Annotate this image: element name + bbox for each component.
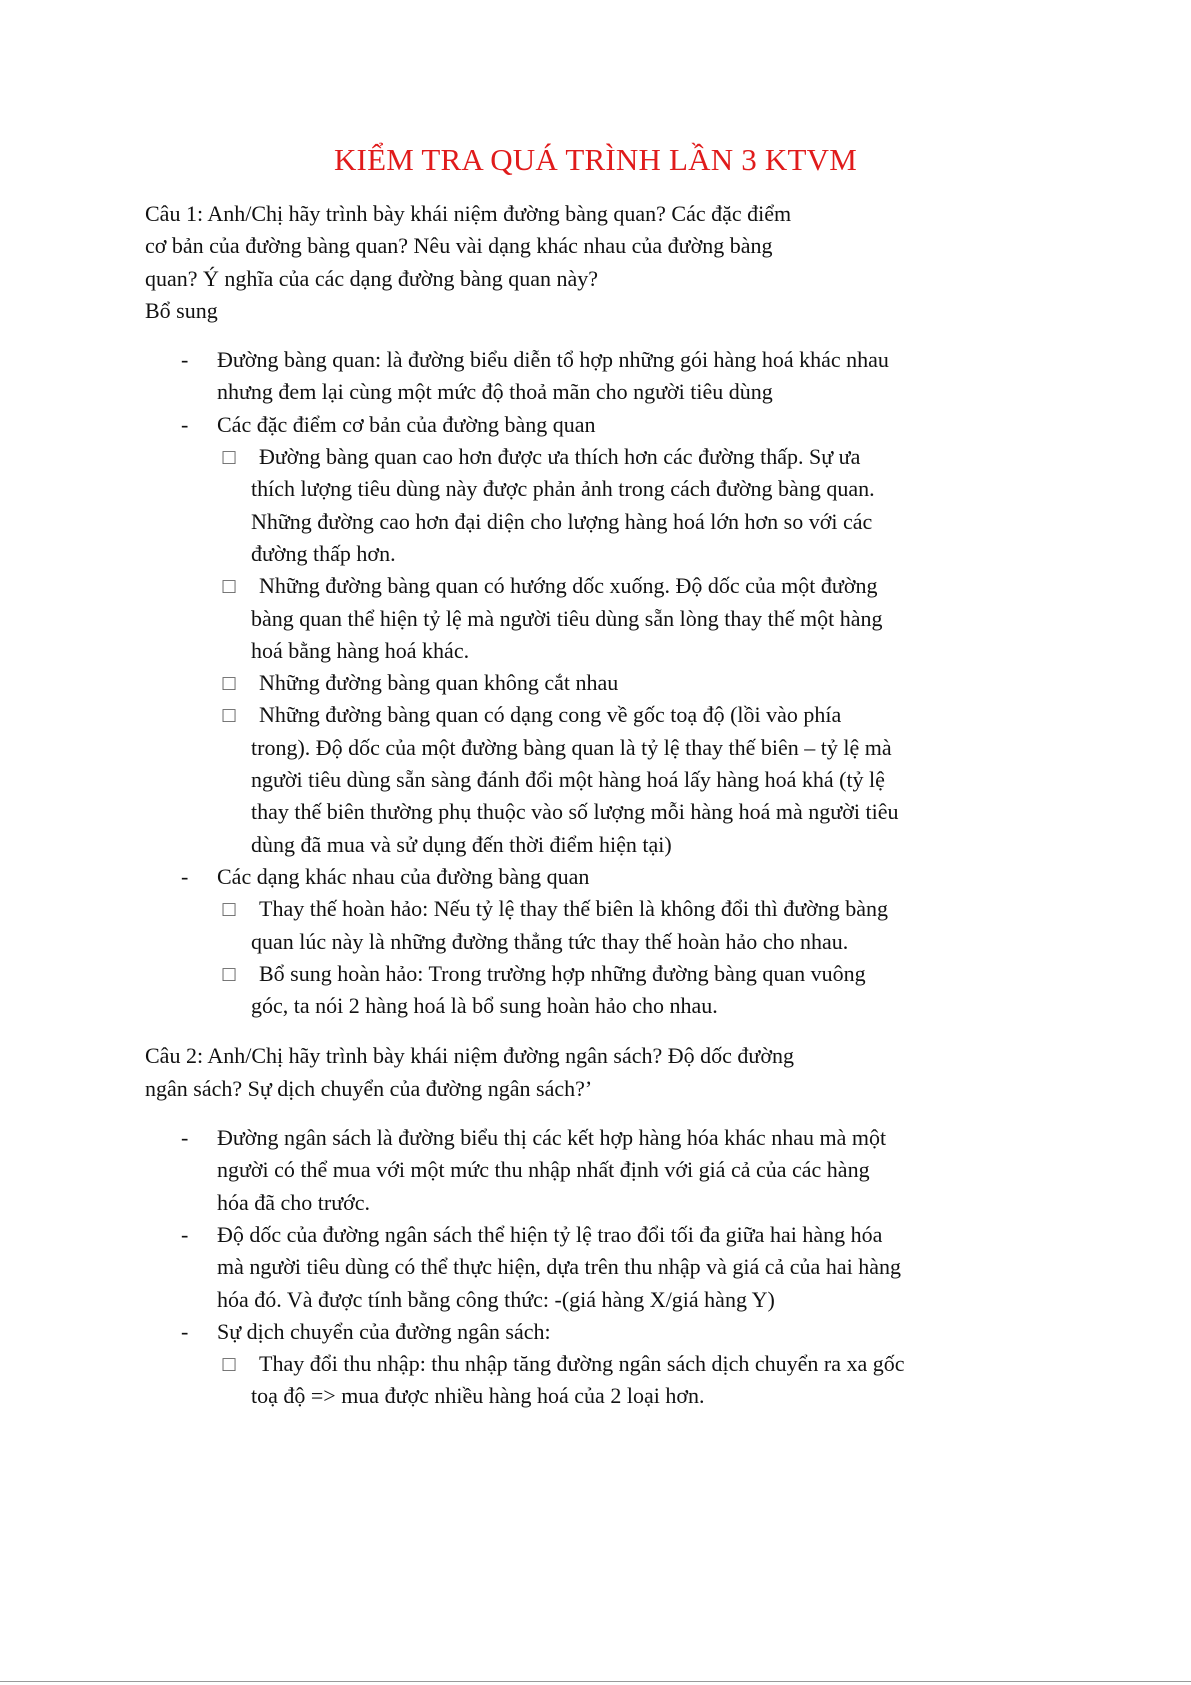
page-bottom-divider bbox=[0, 1681, 1191, 1682]
type-text: Thay thế hoàn hảo: Nếu tỷ lệ thay thế biên là không đổi thì đường bàng quan lúc này là những đường thẳng tức thay thế hoàn hảo cho nhau. bbox=[251, 896, 889, 954]
answer-1-item-text: Các đặc điểm cơ bản của đường bàng quan bbox=[217, 411, 596, 437]
characteristic-item bbox=[217, 570, 905, 667]
answer-1-item-text: Đường bàng quan: là đường biểu diễn tổ hợp những gói hàng hoá khác nhau nhưng đem lại cùng một mức độ thoả mãn cho người tiêu dùng bbox=[217, 347, 889, 405]
answer-2-item-slope bbox=[145, 1219, 905, 1316]
answer-1-item-characteristics bbox=[145, 409, 905, 861]
answer-1-list bbox=[145, 344, 905, 1022]
type-text: Bổ sung hoàn hảo: Trong trường hợp những đường bàng quan vuông góc, ta nói 2 hàng hoá là bổ sung hoàn hảo cho nhau. bbox=[251, 960, 866, 1019]
question-1: Câu 1: Anh/Chị hãy trình bày khái niệm đường bàng quan? Các đặc điểm cơ bản của đường bàng quan? Nêu vài dạng khác nhau của đường bàng quan? Ý nghĩa của các dạng đường bàng quan này? bbox=[145, 201, 792, 291]
checkbox-bullet-icon: □ bbox=[221, 1354, 238, 1375]
characteristic-text: Những đường bàng quan không cắt nhau bbox=[259, 670, 619, 696]
shift-item bbox=[217, 1348, 905, 1413]
checkbox-bullet-icon: □ bbox=[221, 447, 238, 468]
dash-bullet: - bbox=[181, 1125, 189, 1151]
answer-1-item-types bbox=[145, 861, 905, 1022]
checkbox-bullet-icon: □ bbox=[221, 705, 238, 726]
checkbox-bullet-icon: □ bbox=[221, 963, 238, 984]
answer-1-item-definition bbox=[145, 344, 905, 409]
document-title: KIỂM TRA QUÁ TRÌNH LẦN 3 KTVM bbox=[333, 142, 858, 177]
answer-2-item-definition bbox=[145, 1122, 905, 1219]
question-2: Câu 2: Anh/Chị hãy trình bày khái niệm đường ngân sách? Độ dốc đường ngân sách? Sự dịch chuyển của đường ngân sách?’ bbox=[145, 1043, 794, 1101]
answer-2-item-shift bbox=[145, 1316, 905, 1413]
characteristic-item bbox=[217, 699, 905, 860]
characteristic-text: Những đường bàng quan có dạng cong về gốc toạ độ (lồi vào phía trong). Độ dốc của một đường bàng quan là tỷ lệ thay thế biên – tỷ lệ mà người tiêu dùng sẵn sàng đánh đổi một hàng hoá lấy hàng hoá khá (tỷ lệ thay thế biên thường phụ thuộc vào số lượng mỗi hàng hoá mà người tiêu dùng đã mua và sử dụng đến thời điểm hiện tại) bbox=[251, 702, 899, 857]
answer-2-item-text: Độ dốc của đường ngân sách thể hiện tỷ lệ trao đổi tối đa giữa hai hàng hóa mà người tiêu dùng có thể thực hiện, dựa trên thu nhập và giá cả của hai hàng hóa đó. Và được tính bằng công thức: -(giá hàng X/giá hàng Y) bbox=[217, 1221, 901, 1312]
checkbox-bullet-icon: □ bbox=[221, 576, 238, 597]
dash-bullet: - bbox=[181, 1318, 189, 1344]
dash-bullet: - bbox=[181, 863, 189, 889]
document-body bbox=[145, 198, 905, 1413]
characteristic-item bbox=[217, 441, 905, 570]
checkbox-bullet-icon: □ bbox=[221, 899, 238, 920]
question-1-note: Bổ sung bbox=[145, 297, 218, 323]
answer-1-item-text: Các dạng khác nhau của đường bàng quan bbox=[217, 863, 590, 889]
characteristic-text: Đường bàng quan cao hơn được ưa thích hơn các đường thấp. Sự ưa thích lượng tiêu dùng này được phản ảnh trong cách đường bàng quan. Những đường cao hơn đại diện cho lượng hàng hoá lớn hơn so với các đường thấp hơn. bbox=[251, 444, 875, 566]
answer-2-list bbox=[145, 1122, 905, 1413]
shift-text: Thay đổi thu nhập: thu nhập tăng đường ngân sách dịch chuyển ra xa gốc toạ độ => mua được nhiều hàng hoá của 2 loại hơn. bbox=[251, 1351, 905, 1409]
characteristic-text: Những đường bàng quan có hướng dốc xuống. Độ dốc của một đường bàng quan thể hiện tỷ lệ mà người tiêu dùng sẵn lòng thay thế một hàng hoá bằng hàng hoá khác. bbox=[251, 573, 883, 663]
type-item bbox=[217, 893, 905, 958]
dash-bullet: - bbox=[181, 347, 189, 373]
shift-list bbox=[217, 1348, 905, 1413]
answer-2-item-text: Sự dịch chuyển của đường ngân sách: bbox=[217, 1318, 551, 1344]
answer-2-item-text: Đường ngân sách là đường biểu thị các kết hợp hàng hóa khác nhau mà một người có thể mua với một mức thu nhập nhất định với giá cả của các hàng hóa đã cho trước. bbox=[217, 1125, 887, 1215]
dash-bullet: - bbox=[181, 411, 189, 437]
type-item bbox=[217, 958, 905, 1023]
types-list bbox=[217, 893, 905, 1022]
characteristics-list bbox=[217, 441, 905, 861]
dash-bullet: - bbox=[181, 1221, 189, 1247]
checkbox-bullet-icon: □ bbox=[221, 673, 238, 694]
characteristic-item bbox=[217, 667, 905, 699]
